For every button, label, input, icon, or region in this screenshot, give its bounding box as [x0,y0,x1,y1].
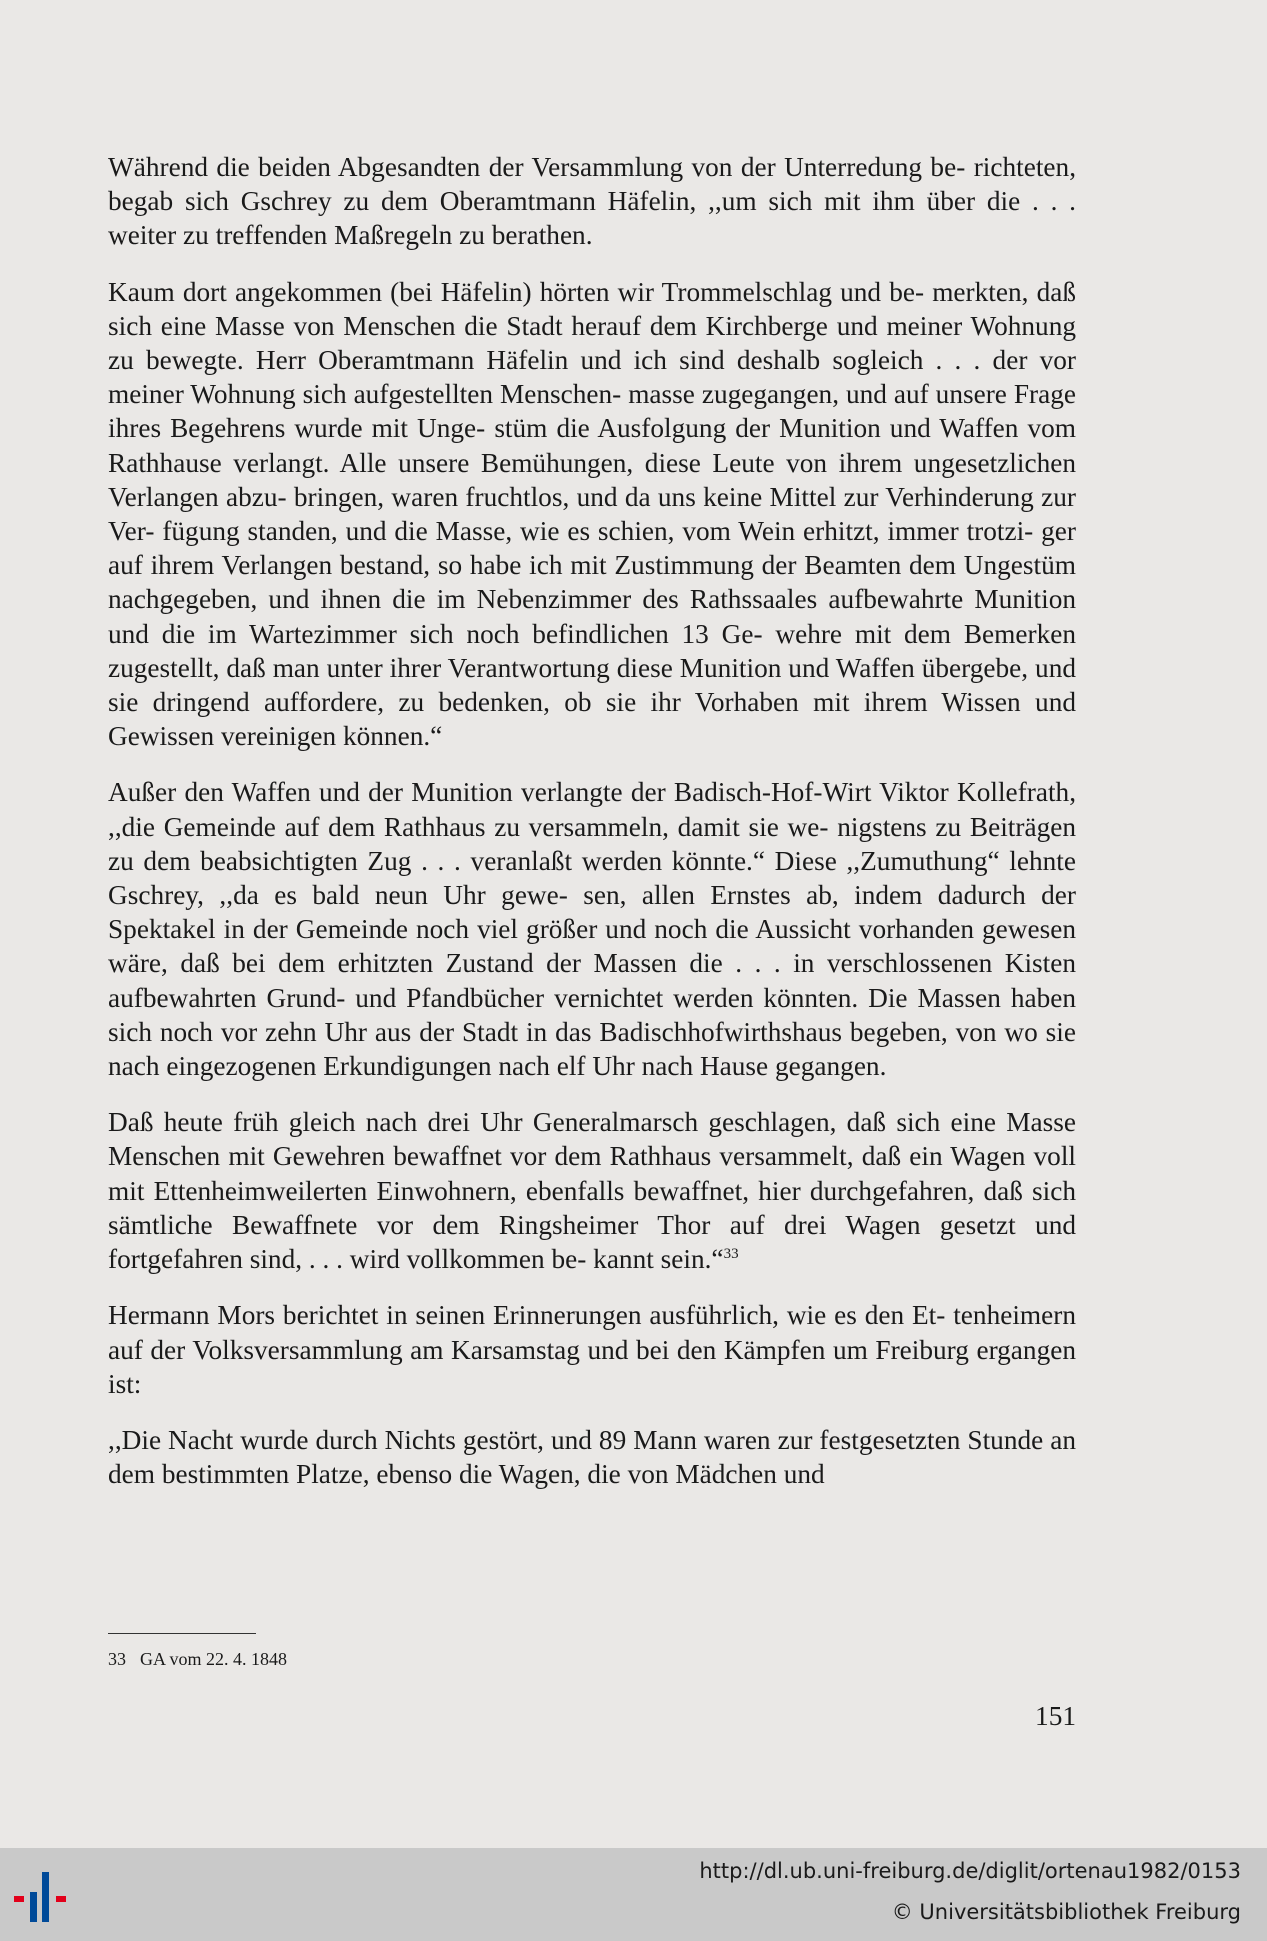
footnote-number: 33 [108,1649,126,1669]
footnote-divider [108,1633,256,1634]
ub-freiburg-logo-icon[interactable] [10,1862,80,1932]
paragraph: Hermann Mors berichtet in seinen Erinnerungen ausführlich, wie es den Et- tenheimern auf der Volksversammlung am Karsamstag und bei den Kämpfen um Freiburg ergangen ist: [108,1300,1077,1399]
footnote-text: GA vom 22. 4. 1848 [140,1649,288,1669]
paragraph: Während die beiden Abgesandten der Versammlung von der Unterredung be- richteten, begab sich Gschrey zu dem Oberamtmann Häfelin, ,,um sich mit ihm über die . . . weiter zu treffenden Maßregeln zu berathen. [108,152,1077,251]
permalink-url[interactable]: http://dl.ub.uni-freiburg.de/diglit/ortenau1982/0153 [699,1859,1241,1883]
paragraph: Daß heute früh gleich nach drei Uhr Generalmarsch geschlagen, daß sich eine Masse Menschen mit Gewehren bewaffnet vor dem Rathhaus versammelt, daß ein Wagen voll mit Ettenheimweilerten Einwohnern, ebenfalls bewaffnet, hier durchgefahren, daß sich sämtliche Bewaffnete vor dem Ringsheimer Thor auf drei Wagen gesetzt und fortgefahren sind, . . . wird vollkommen be- kannt sein.“$^{33}$ [108,1107,1077,1275]
page-number: 151 [1035,1701,1076,1731]
body-text [108,150,1076,1513]
paragraph: ,,Die Nacht wurde durch Nichts gestört, und 89 Mann waren zur festgesetzten Stunde an dem bestimmten Platze, ebenso die Wagen, die von Mädchen und [108,1424,1076,1490]
paragraph: Außer den Waffen und der Munition verlangte der Badisch-Hof-Wirt Viktor Kollefrath, ,,die Gemeinde auf dem Rathhaus zu versammeln, damit sie we- nigstens zu Beiträgen zu dem beabsichtigten Zug . . . veranlaßt werden könnte.“ Diese ,,Zumuthung“ lehnte Gschrey, ,,da es bald neun Uhr gewe- sen, allen Ernstes ab, indem dadurch der Spektakel in der Gemeinde noch viel größer und noch die Aussicht vorhanden gewesen wäre, daß bei dem erhitzten Zustand der Massen die . . . in verschlossenen Kisten aufbewahrten Grund- und Pfandbücher vernichtet werden könnten. Die Massen haben sich noch vor zehn Uhr aus der Stadt in das Badischhofwirthshaus begeben, von wo sie nach eingezogenen Erkundigungen nach elf Uhr nach Hause gegangen. [108,777,1077,1082]
logo-blue-bar-short [30,1892,37,1922]
logo-blue-bar-tall [42,1872,49,1922]
copyright-notice: © Universitätsbibliothek Freiburg [891,1900,1241,1924]
logo-red-dash-right [56,1896,66,1902]
logo-red-dash-left [14,1896,24,1902]
paragraph: Kaum dort angekommen (bei Häfelin) hörten wir Trommelschlag und be- merkten, daß sich eine Masse von Menschen die Stadt herauf dem Kirchberge und meiner Wohnung zu bewegte. Herr Oberamtmann Häfelin und ich sind deshalb sogleich . . . der vor meiner Wohnung sich aufgestellten Menschen- masse zugegangen, und auf unsere Frage ihres Begehrens wurde mit Unge- stüm die Ausfolgung der Munition und Waffen vom Rathhause verlangt. Alle unsere Bemühungen, diese Leute von ihrem ungesetzlichen Verlangen abzu- bringen, waren fruchtlos, und da uns keine Mittel zur Verhinderung zur Ver- fügung standen, und die Masse, wie es schien, vom Wein erhitzt, immer trotzi- ger auf ihrem Verlangen bestand, so habe ich mit Zustimmung der Beamten dem Ungestüm nachgegeben, und ihnen die im Nebenzimmer des Rathssaales aufbewahrte Munition und die im Wartezimmer sich noch befindlichen 13 Ge- wehre mit dem Bemerken zugestellt, daß man unter ihrer Verantwortung diese Munition und Waffen übergebe, und sie dringend auffordere, zu bedenken, ob sie ihr Vorhaben mit ihrem Wissen und Gewissen vereinigen können.“ [108,276,1077,752]
footnote-reference[interactable]: 33 [723,1246,739,1263]
footnote [108,1648,287,1670]
